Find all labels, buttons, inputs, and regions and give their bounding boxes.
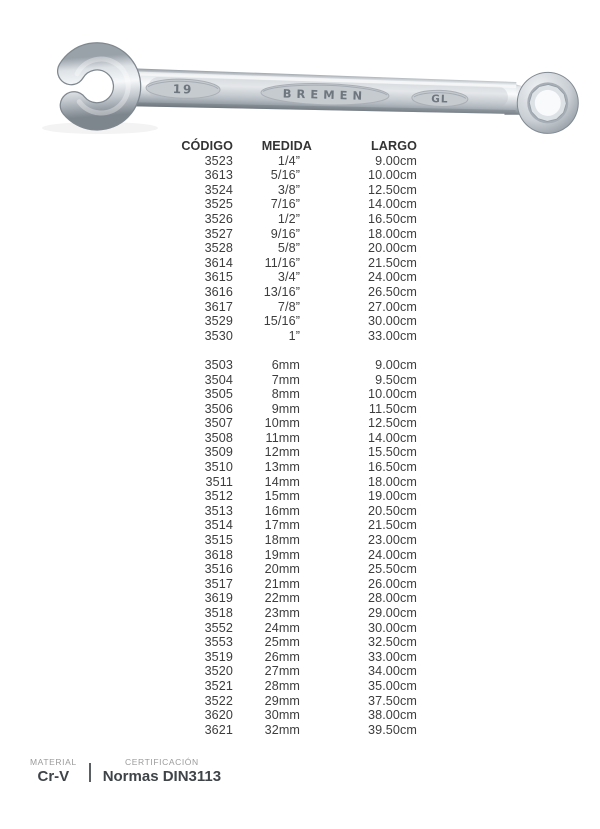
table-row — [175, 256, 417, 271]
cell-medida: 9mm — [271, 401, 300, 416]
material-block — [30, 757, 77, 786]
table-row — [175, 212, 417, 227]
table-row — [175, 504, 417, 519]
cell-largo: 14.00cm — [367, 430, 417, 445]
table-row — [175, 285, 417, 300]
certification-label: CERTIFICACIÓN — [125, 757, 199, 767]
cell-largo: 20.00cm — [367, 241, 417, 256]
cell-largo: 21.50cm — [367, 255, 417, 270]
table-row — [175, 635, 417, 650]
cell-codigo: 3506 — [204, 401, 233, 416]
cell-medida: 27mm — [264, 664, 300, 679]
cell-medida: 32mm — [264, 722, 300, 737]
material-label: MATERIAL — [30, 757, 77, 767]
cell-largo: 10.00cm — [367, 168, 417, 183]
table-row — [175, 489, 417, 504]
cell-largo: 28.00cm — [367, 591, 417, 606]
cell-medida: 29mm — [264, 693, 300, 708]
certification-value: Normas DIN3113 — [102, 768, 222, 785]
cell-codigo: 3617 — [204, 299, 233, 314]
cell-largo: 20.50cm — [367, 503, 417, 518]
cell-medida: 15/16” — [263, 314, 300, 329]
cell-medida: 7/8” — [277, 299, 300, 314]
cell-medida: 28mm — [264, 678, 300, 693]
cell-largo: 39.50cm — [367, 722, 417, 737]
table-row — [175, 548, 417, 563]
cell-largo: 18.00cm — [367, 226, 417, 241]
table-row — [175, 300, 417, 315]
cell-largo: 24.00cm — [367, 547, 417, 562]
cell-codigo: 3621 — [204, 722, 233, 737]
cell-codigo: 3512 — [204, 489, 233, 504]
cell-medida: 14mm — [264, 474, 300, 489]
cell-largo: 35.00cm — [367, 678, 417, 693]
cell-medida: 15mm — [264, 489, 300, 504]
cell-largo: 18.00cm — [367, 474, 417, 489]
cell-medida: 17mm — [264, 518, 300, 533]
cell-largo: 23.00cm — [367, 533, 417, 548]
cell-largo: 11.50cm — [368, 401, 417, 416]
cell-codigo: 3507 — [204, 416, 233, 431]
cell-codigo: 3526 — [204, 211, 233, 226]
cell-codigo: 3527 — [204, 226, 233, 241]
cell-codigo: 3504 — [204, 372, 233, 387]
cell-largo: 19.00cm — [367, 489, 417, 504]
table-row — [175, 416, 417, 431]
cell-codigo: 3523 — [204, 153, 233, 168]
cell-largo: 29.00cm — [367, 606, 417, 620]
cell-medida: 12mm — [264, 445, 300, 460]
table-header-row — [175, 139, 417, 154]
table-row — [175, 314, 417, 329]
cell-largo: 27.00cm — [367, 299, 417, 314]
table-row — [175, 387, 417, 402]
cell-medida: 20mm — [264, 562, 300, 577]
cell-codigo: 3614 — [204, 255, 233, 270]
header-medida: MEDIDA — [261, 139, 312, 153]
cell-codigo: 3520 — [204, 664, 233, 679]
spec-table — [175, 139, 417, 737]
table-row — [175, 723, 417, 738]
wrench-illustration — [0, 14, 600, 139]
cell-codigo: 3553 — [204, 635, 233, 650]
header-codigo: CÓDIGO — [181, 139, 233, 153]
table-row — [175, 562, 417, 577]
section-gap — [175, 343, 417, 358]
cell-medida: 26mm — [264, 649, 300, 664]
cell-codigo: 3525 — [204, 197, 233, 212]
cell-medida: 21mm — [264, 576, 300, 591]
cell-largo: 26.50cm — [367, 284, 417, 299]
table-row — [175, 402, 417, 417]
stamp-size-left-text: 19 — [172, 81, 194, 97]
cell-medida: 13mm — [264, 460, 300, 475]
table-row — [175, 197, 417, 212]
table-row — [175, 358, 417, 373]
cell-largo: 26.00cm — [367, 576, 417, 591]
cell-medida: 5/8” — [277, 241, 300, 256]
cell-medida: 7mm — [271, 372, 300, 387]
cell-codigo: 3528 — [204, 241, 233, 256]
cell-medida: 1/2” — [277, 211, 300, 226]
cell-codigo: 3518 — [204, 606, 233, 620]
table-row — [175, 591, 417, 606]
table-row — [175, 227, 417, 242]
cell-largo: 14.00cm — [367, 197, 417, 212]
stamp-brand-text: BREMEN — [282, 86, 368, 103]
cell-codigo: 3552 — [204, 620, 233, 635]
cell-medida: 24mm — [264, 620, 300, 635]
table-row — [175, 460, 417, 475]
material-value: Cr-V — [37, 768, 70, 785]
cell-codigo: 3509 — [204, 445, 233, 460]
cell-medida: 16mm — [264, 503, 300, 518]
cell-largo: 9.00cm — [375, 153, 417, 168]
footer-divider — [89, 763, 91, 782]
cell-medida: 3/4” — [277, 270, 300, 285]
table-section-mm — [175, 358, 417, 737]
cell-medida: 5/16” — [270, 168, 300, 183]
cell-codigo: 3522 — [204, 693, 233, 708]
cell-medida: 25mm — [264, 635, 300, 650]
table-row — [175, 431, 417, 446]
cell-medida: 22mm — [264, 591, 300, 606]
cell-largo: 15.50cm — [367, 445, 417, 460]
cell-largo: 34.00cm — [367, 664, 417, 679]
cell-largo: 25.50cm — [367, 562, 417, 577]
table-row — [175, 577, 417, 592]
cell-largo: 10.00cm — [367, 387, 417, 402]
cell-largo: 33.00cm — [367, 328, 417, 343]
cell-largo: 16.50cm — [367, 211, 417, 226]
cell-medida: 11mm — [265, 430, 300, 445]
cell-medida: 9/16” — [270, 226, 300, 241]
table-row — [175, 475, 417, 490]
cell-codigo: 3515 — [204, 533, 233, 548]
wrench-ring-end — [516, 71, 580, 135]
stamp-size-right-text: GL — [431, 93, 449, 106]
cell-largo: 24.00cm — [367, 270, 417, 285]
table-row — [175, 533, 417, 548]
cell-largo: 38.00cm — [367, 708, 417, 723]
cell-codigo: 3511 — [205, 474, 233, 489]
cell-medida: 10mm — [264, 416, 300, 431]
cell-medida: 23mm — [264, 606, 300, 620]
table-section-inches — [175, 154, 417, 344]
table-row — [175, 183, 417, 198]
cell-codigo: 3530 — [204, 328, 233, 343]
table-row — [175, 329, 417, 344]
table-row — [175, 445, 417, 460]
table-row — [175, 650, 417, 665]
table-row — [175, 373, 417, 388]
cell-codigo: 3613 — [204, 168, 233, 183]
cell-medida: 13/16” — [263, 284, 300, 299]
cell-codigo: 3513 — [204, 503, 233, 518]
cell-codigo: 3514 — [204, 518, 233, 533]
cell-codigo: 3618 — [204, 547, 233, 562]
table-row — [175, 664, 417, 679]
cell-largo: 12.50cm — [367, 416, 417, 431]
header-largo: LARGO — [371, 139, 417, 153]
cell-medida: 30mm — [264, 708, 300, 723]
cell-medida: 7/16” — [270, 197, 300, 212]
table-row — [175, 270, 417, 285]
cell-codigo: 3529 — [204, 314, 233, 329]
cell-codigo: 3503 — [204, 357, 233, 372]
cell-largo: 30.00cm — [367, 314, 417, 329]
table-row — [175, 168, 417, 183]
cell-codigo: 3619 — [204, 591, 233, 606]
cell-codigo: 3517 — [204, 576, 233, 591]
table-row — [175, 606, 417, 621]
cell-codigo: 3505 — [204, 387, 233, 402]
cell-largo: 33.00cm — [367, 649, 417, 664]
table-row — [175, 621, 417, 636]
cell-largo: 9.00cm — [375, 357, 417, 372]
wrench-open-end — [70, 54, 130, 118]
cell-largo: 12.50cm — [367, 182, 417, 197]
cell-medida: 1” — [288, 328, 300, 343]
cell-codigo: 3510 — [204, 460, 233, 475]
cell-codigo: 3616 — [204, 284, 233, 299]
table-row — [175, 694, 417, 709]
cell-codigo: 3521 — [204, 678, 233, 693]
cell-medida: 6mm — [271, 357, 300, 372]
cell-codigo: 3620 — [204, 708, 233, 723]
table-row — [175, 679, 417, 694]
cell-largo: 9.50cm — [375, 372, 417, 387]
cell-largo: 32.50cm — [367, 635, 417, 650]
table-row — [175, 518, 417, 533]
cell-medida: 3/8” — [277, 182, 300, 197]
cell-codigo: 3519 — [204, 649, 233, 664]
table-row — [175, 241, 417, 256]
cell-codigo: 3524 — [204, 182, 233, 197]
cell-largo: 21.50cm — [367, 518, 417, 533]
wrench-photo — [0, 14, 600, 139]
cell-medida: 1/4” — [277, 153, 300, 168]
cell-largo: 30.00cm — [367, 620, 417, 635]
certification-block — [103, 757, 221, 786]
cell-codigo: 3615 — [204, 270, 233, 285]
cell-medida: 8mm — [271, 387, 300, 402]
cell-medida: 19mm — [264, 547, 300, 562]
table-row — [175, 154, 417, 169]
footer-specs — [30, 757, 221, 786]
cell-largo: 37.50cm — [367, 693, 417, 708]
cell-codigo: 3516 — [204, 562, 233, 577]
table-row — [175, 708, 417, 723]
cell-medida: 11/16” — [264, 255, 300, 270]
cell-medida: 18mm — [264, 533, 300, 548]
cell-largo: 16.50cm — [367, 460, 417, 475]
cell-codigo: 3508 — [204, 430, 233, 445]
